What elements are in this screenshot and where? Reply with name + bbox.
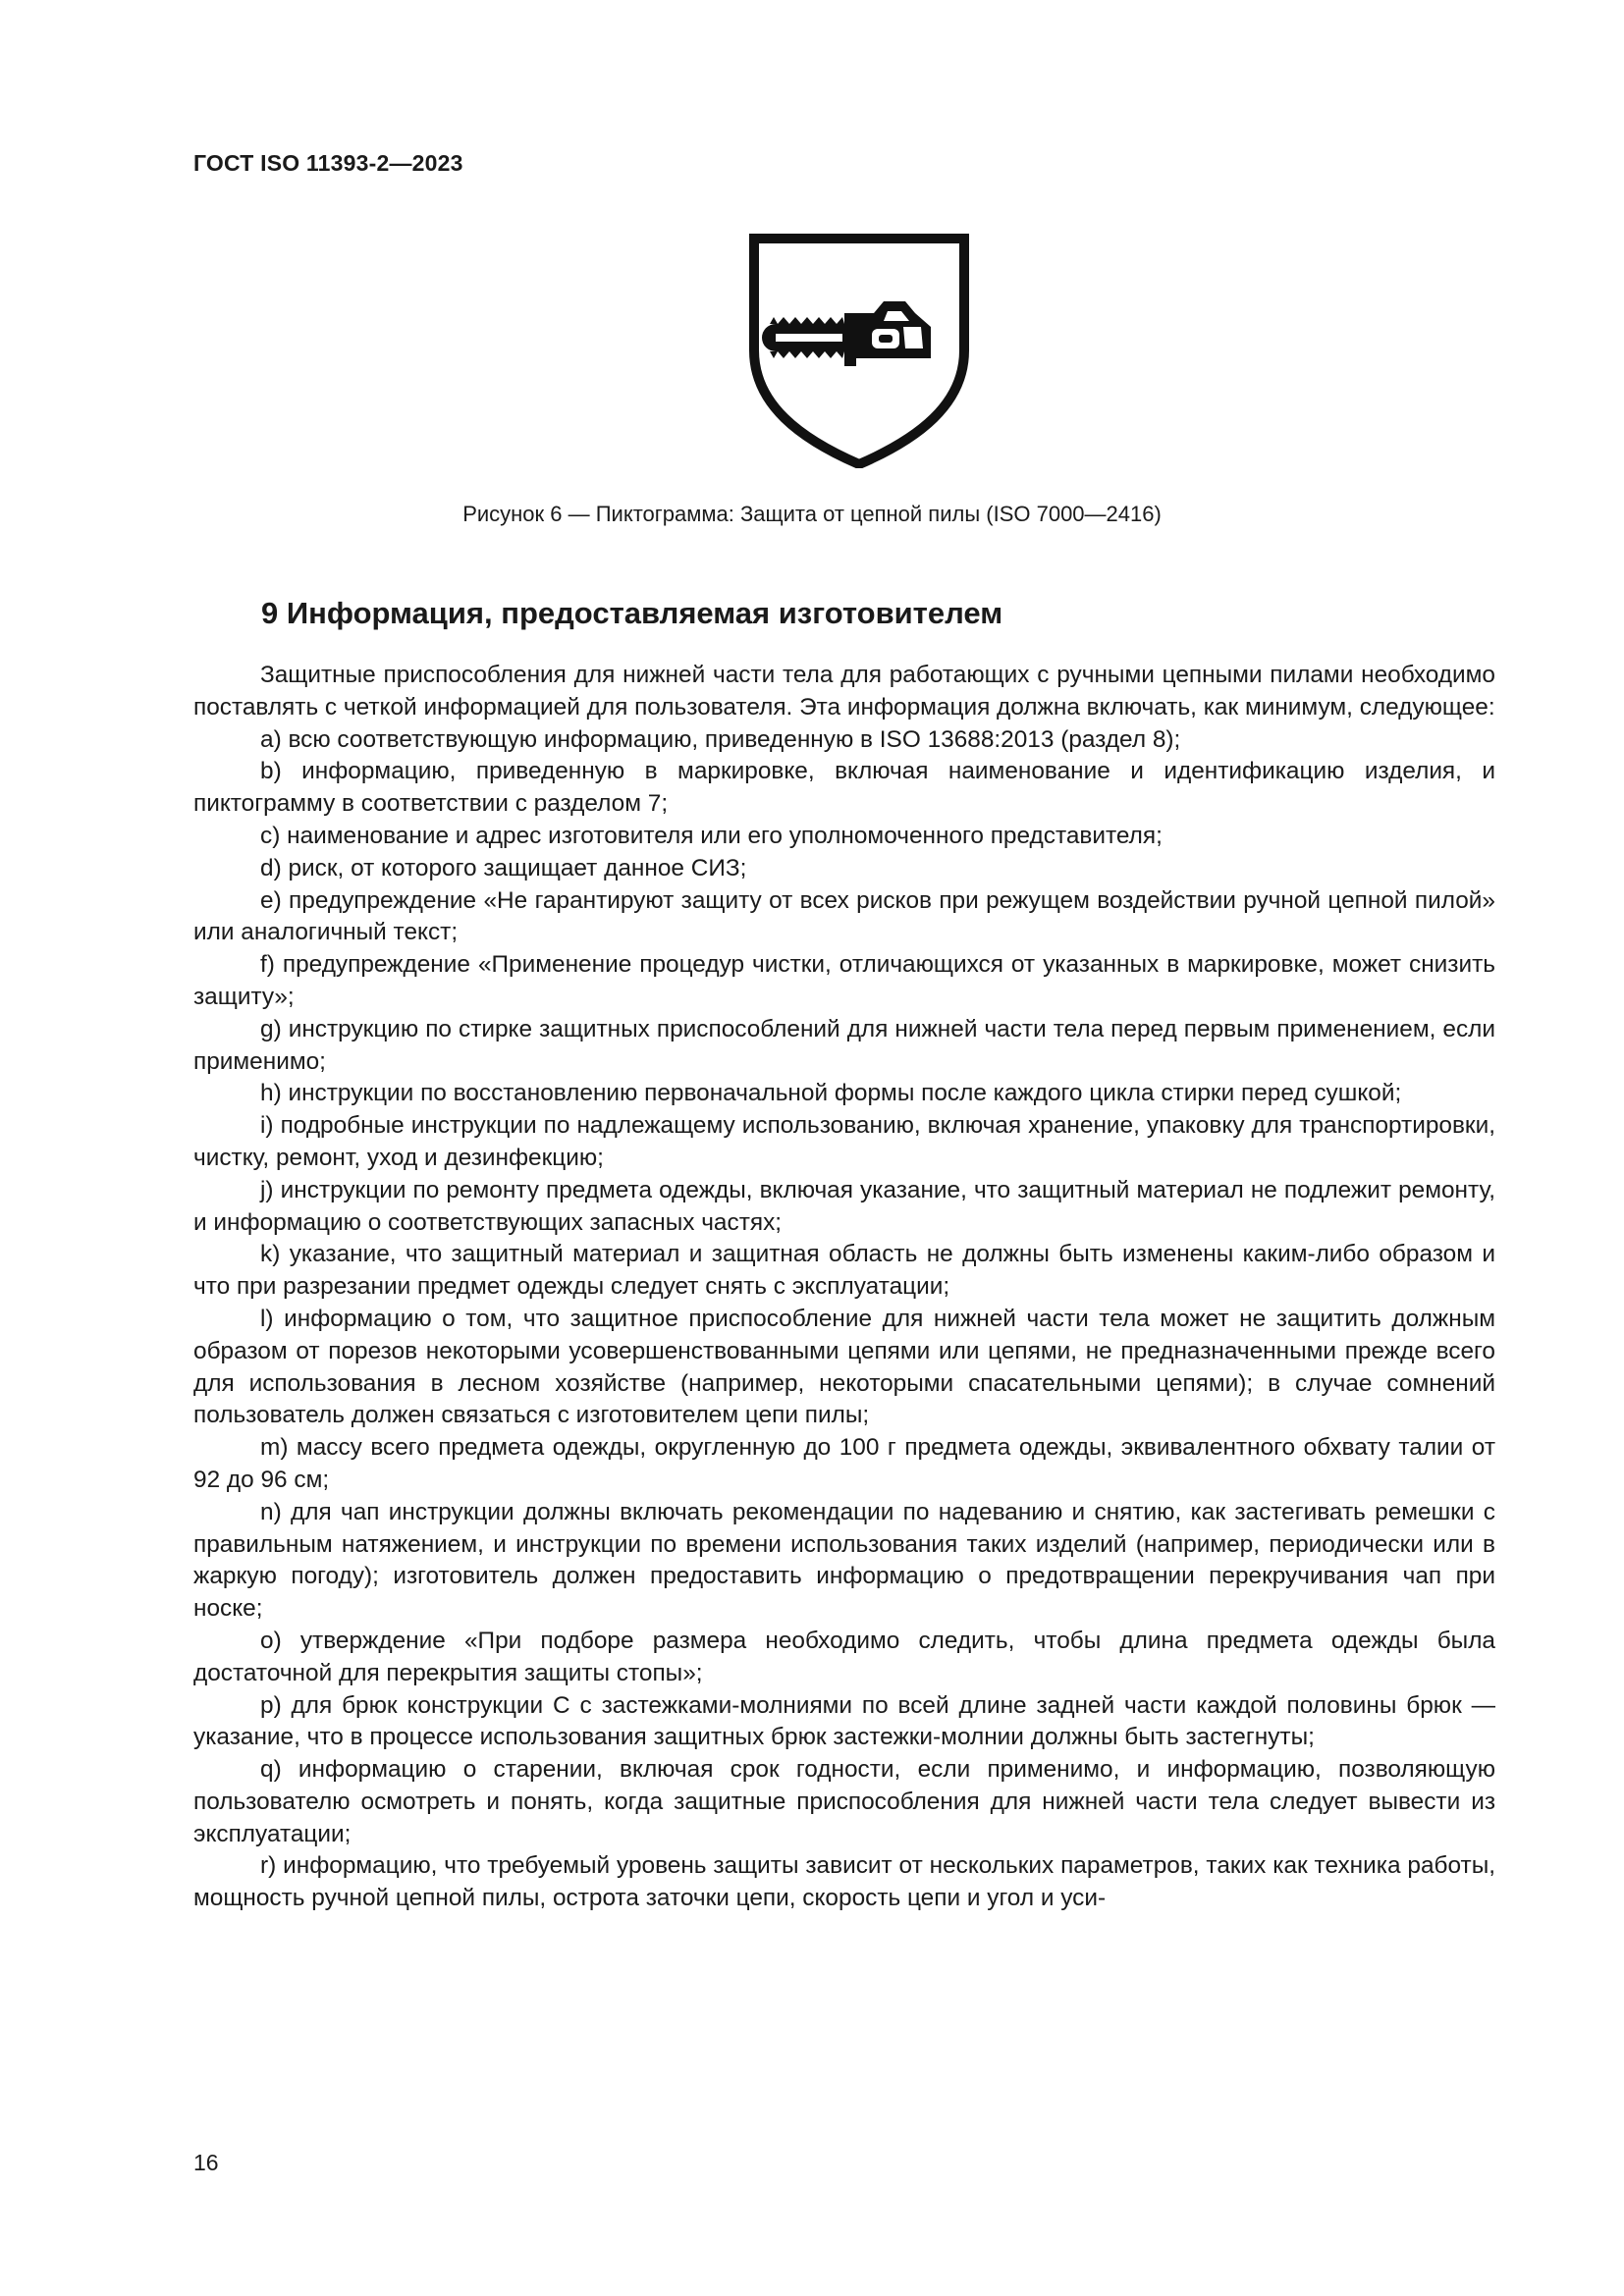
list-item-l: l) информацию о том, что защитное приспособление для нижней части тела может не защитить должным образом от порезов некоторыми усовершенствованными цепями или цепями, не предназначенными прежде всего для использования в лесном хозяйстве (например, некоторыми спасательными цепями); в случае сомнений пользователь должен связаться с изготовителем цепи пилы; [193, 1305, 1495, 1429]
list-item-h: h) инструкции по восстановлению первоначальной формы после каждого цикла стирки перед сушкой; [260, 1080, 1402, 1107]
list-item-c: c) наименование и адрес изготовителя или его уполномоченного представителя; [260, 822, 1163, 849]
figure-caption: Рисунок 6 — Пиктограмма: Защита от цепной пилы (ISO 7000—2416) [462, 502, 1162, 526]
list-item-j: j) инструкции по ремонту предмета одежды, включая указание, что защитный материал не подлежит ремонту, и информацию о соответствующих запасных частях; [193, 1176, 1495, 1236]
list-item-f: f) предупреждение «Применение процедур чистки, отличающихся от указанных в маркировке, может снизить защиту»; [193, 951, 1495, 1010]
list-item-r: r) информацию, что требуемый уровень защиты зависит от нескольких параметров, таких как техника работы, мощность ручной цепной пилы, острота заточки цепи, скорость цепи и угол и уси- [193, 1852, 1495, 1912]
list-item-b: b) информацию, приведенную в маркировке, включая наименование и идентификацию изделия, и пиктограмму в соответствии с разделом 7; [193, 758, 1495, 818]
list-item-o: o) утверждение «При подборе размера необходимо следить, чтобы длина предмета одежды была достаточной для перекрытия защиты стопы»; [193, 1627, 1495, 1686]
list-item-g: g) инструкцию по стирке защитных приспособлений для нижней части тела перед первым применением, если применимо; [193, 1015, 1495, 1075]
document-code-header: ГОСТ ISO 11393-2—2023 [193, 150, 463, 176]
list-item-p: p) для брюк конструкции C с застежками-молниями по всей длине задней части каждой половины брюк — указание, что в процессе использования защитных брюк застежки-молнии должны быть застегнуты; [193, 1691, 1495, 1751]
intro-paragraph: Защитные приспособления для нижней части тела для работающих с ручными цепными пилами необходимо поставлять с четкой информацией для пользователя. Эта информация должна включать, как минимум, следующее: [193, 662, 1495, 721]
page-number: 16 [193, 2150, 219, 2175]
list-item-q: q) информацию о старении, включая срок годности, если применимо, и информацию, позволяющую пользователю осмотреть и понять, когда защитные приспособления для нижней части тела следует вывести из эксплуатации; [193, 1756, 1495, 1847]
list-item-n: n) для чап инструкции должны включать рекомендации по надеванию и снятию, как застегивать ремешки с правильным натяжением, и инструкции по времени использования таких изделий (например, периодически или в жаркую погоду); изготовитель должен предоставить информацию о предотвращении перекручивания чап при носке; [193, 1498, 1495, 1623]
list-item-d: d) риск, от которого защищает данное СИЗ; [260, 854, 747, 881]
section-body [193, 660, 1495, 1915]
list-item-e: e) предупреждение «Не гарантируют защиту от всех рисков при режущем воздействии ручной цепной пилой» или аналогичный текст; [193, 886, 1495, 946]
chainsaw-shield-icon [746, 233, 972, 468]
list-item-k: k) указание, что защитный материал и защитная область не должны быть изменены каким-либо образом и что при разрезании предмет одежды следует снять с эксплуатации; [193, 1241, 1495, 1301]
list-item-a: a) всю соответствующую информацию, приведенную в ISO 13688:2013 (раздел 8); [260, 725, 1181, 753]
list-item-i: i) подробные инструкции по надлежащему использованию, включая хранение, упаковку для транспортировки, чистку, ремонт, уход и дезинфекцию; [193, 1112, 1495, 1171]
figure-pictogram [746, 233, 972, 468]
list-item-m: m) массу всего предмета одежды, округленную до 100 г предмета одежды, эквивалентного обхвату талии от 92 до 96 см; [193, 1434, 1495, 1493]
section-title: 9 Информация, предоставляемая изготовителем [261, 596, 1003, 630]
